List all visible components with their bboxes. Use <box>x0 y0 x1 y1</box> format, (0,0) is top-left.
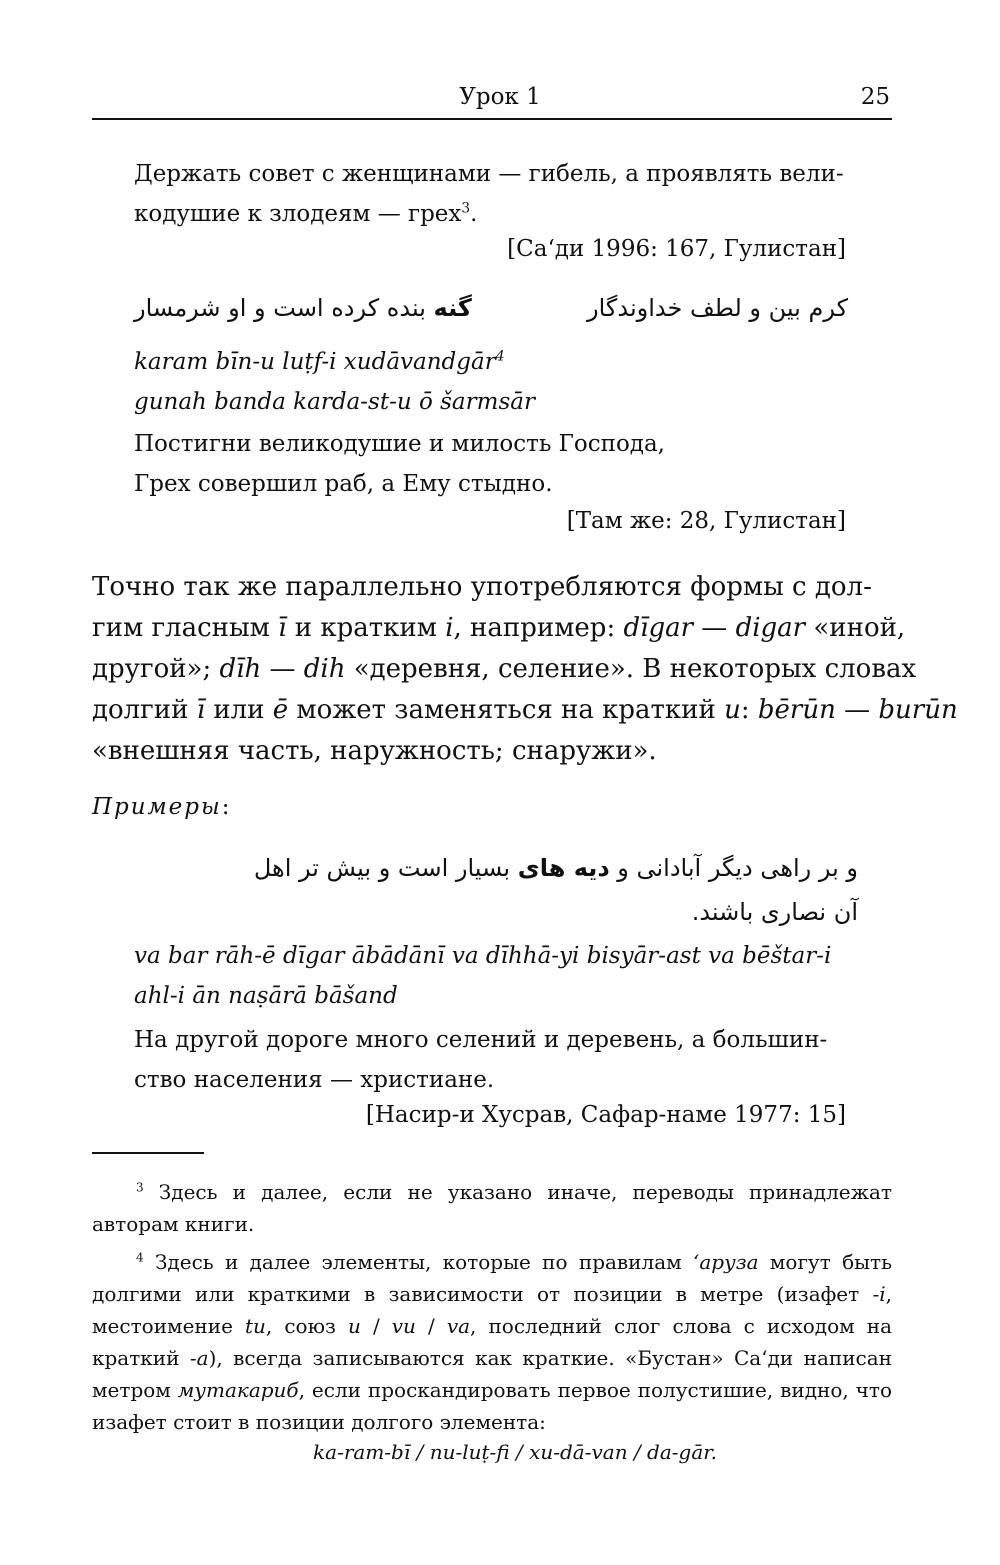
body-line1: Точно так же параллельно употребляются формы с дол- <box>92 572 872 602</box>
verse2-trans1: Постигни великодушие и милость Господа, <box>134 431 665 457</box>
footnote-4-number: 4 <box>136 1250 144 1265</box>
page-number: 25 <box>860 84 890 110</box>
examples-source: [Насир-и Хусрав, Сафар-наме 1977: 15] <box>365 1102 846 1128</box>
examples-arabic <box>134 846 858 934</box>
body-line4: долгий ī или ē может заменяться на краткий u: bērūn — burūn <box>92 695 958 725</box>
verse2-translation <box>134 424 854 504</box>
examples-arabic-line2: آن نصاری باشند. <box>691 898 858 926</box>
footnote-3-number: 3 <box>136 1180 144 1195</box>
body-line2: гим гласным ī и кратким i , например: dīgar — digar «иной, <box>92 613 906 643</box>
examples-trans2: ство населения — христиане. <box>134 1067 495 1093</box>
header-rule <box>92 118 892 120</box>
footnote-ref-4[interactable]: 4 <box>495 348 505 365</box>
body-line5: «внешняя часть, наружность; снаружи». <box>92 736 657 766</box>
footnote-3: $^3$ Здесь и далее, если не указано иначе, переводы принадлежат авторам книги. <box>92 1180 892 1236</box>
verse2-translit1: karam bīn-u luṭf-i xudāvandgār <box>134 349 496 375</box>
verse2-trans2: Грех совершил раб, а Ему стыдно. <box>134 471 553 497</box>
examples-translation <box>134 1020 854 1100</box>
examples-translit2: ahl-i ān naṣārā bāšand <box>134 983 398 1009</box>
examples-translit1: va bar rāh-ē dīgar ābādānī va dīhhā-yi bisyār-ast va bēštar-i <box>134 943 832 969</box>
verse2-transliteration <box>134 342 854 422</box>
verse2-hemistich1: کرم بین و لطف خداوندگار <box>587 294 848 322</box>
footnote-4-scansion: ka-ram-bī / nu-luṭ-fi / xu-dā-van / da-gār. <box>313 1440 717 1464</box>
examples-label: Примеры: <box>92 794 232 820</box>
quote1-line1: Держать совет с женщинами — гибель, а проявлять вели- <box>134 161 844 187</box>
footnote-rule <box>92 1152 204 1154</box>
footnote-4: $^4$ Здесь и далее элементы, которые по правилам ‘аруза могут быть долгими или краткими в зависимости от позиции в метре (изафет -i, местоимение tu, союз u / vu / va, последний слог слова с исходом на краткий -a), всегда записываются как краткие. «Бустан» Са‘ди написан метром мутакариб, если проскандировать первое полустишие, видно, что изафет стоит в позиции долгого элемента: <box>92 1250 893 1434</box>
quote1-line2: кодушие к злодеям — грех$^3$. <box>134 200 478 227</box>
verse2-source: [Там же: 28, Гулистан] <box>566 508 846 534</box>
body-paragraph <box>92 567 958 772</box>
examples-transliteration <box>134 936 854 1016</box>
verse2-translit2: gunah banda karda-st-u ō šarmsār <box>134 389 535 415</box>
running-header-title: Урок 1 <box>459 84 541 110</box>
quote1-source: [Са‘ди 1996: 167, Гулистан] <box>507 236 846 262</box>
verse2-hemistich2: گنه بنده کرده است و او شرمسار <box>134 294 472 322</box>
examples-trans1: На другой дороге много селений и деревень, а большин- <box>134 1027 828 1053</box>
quote1 <box>134 154 854 234</box>
body-line3: другой»; dīh — dih «деревня, селение». В некоторых словах <box>92 654 917 684</box>
verse2-arabic <box>134 294 848 322</box>
footnote-ref-3[interactable]: 3 <box>461 200 471 217</box>
examples-arabic-line1: و بر راهی دیگر آبادانی و دیه های بسیار است و بیش تر اهل <box>253 854 858 882</box>
